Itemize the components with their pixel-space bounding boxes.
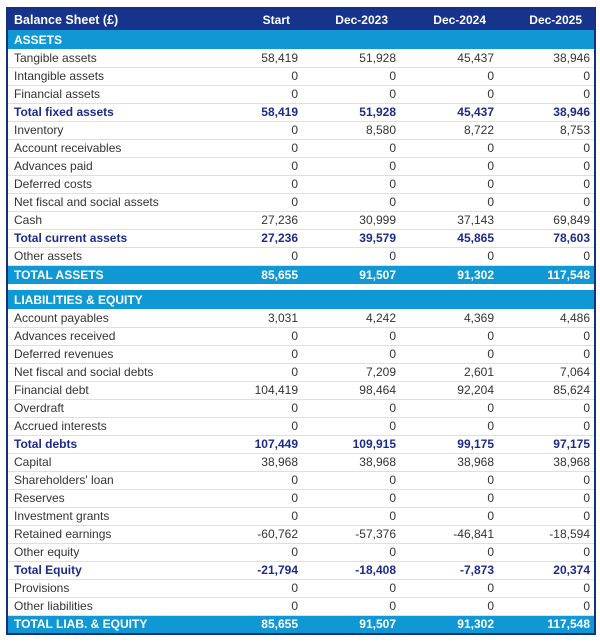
cell-value: 0 (498, 157, 595, 175)
row-label: Accrued interests (7, 417, 204, 435)
cell-value: 0 (498, 417, 595, 435)
row-label: Shareholders' loan (7, 471, 204, 489)
table-row (7, 345, 595, 363)
row-label: Deferred revenues (7, 345, 204, 363)
cell-value: 38,968 (204, 453, 302, 471)
row-label: Reserves (7, 489, 204, 507)
cell-value: 0 (498, 345, 595, 363)
cell-value: 3,031 (204, 309, 302, 327)
cell-value: 27,236 (204, 229, 302, 247)
row-label: Financial assets (7, 85, 204, 103)
cell-value: 4,369 (400, 309, 498, 327)
cell-value: 7,064 (498, 363, 595, 381)
cell-value: 0 (302, 67, 400, 85)
total-value: 91,302 (400, 265, 498, 284)
row-label: Total current assets (7, 229, 204, 247)
row-label: Other assets (7, 247, 204, 265)
cell-value: 107,449 (204, 435, 302, 453)
row-label: Deferred costs (7, 175, 204, 193)
cell-value: 0 (204, 193, 302, 211)
section-total-row (7, 615, 595, 634)
row-label: Provisions (7, 579, 204, 597)
cell-value: 0 (204, 67, 302, 85)
total-value: 91,507 (302, 615, 400, 634)
cell-value: 99,175 (400, 435, 498, 453)
table-row (7, 453, 595, 471)
cell-value: 30,999 (302, 211, 400, 229)
table-row (7, 49, 595, 67)
cell-value: 0 (400, 139, 498, 157)
section-header: LIABILITIES & EQUITY (7, 290, 595, 309)
row-label: Total debts (7, 435, 204, 453)
header-row (7, 8, 595, 30)
cell-value: 0 (302, 597, 400, 615)
row-label: Capital (7, 453, 204, 471)
cell-value: 0 (400, 193, 498, 211)
cell-value: 58,419 (204, 103, 302, 121)
cell-value: 38,968 (400, 453, 498, 471)
cell-value: 92,204 (400, 381, 498, 399)
table-row (7, 507, 595, 525)
cell-value: 98,464 (302, 381, 400, 399)
balance-sheet-table (6, 7, 596, 635)
section-header-row (7, 290, 595, 309)
cell-value: 45,437 (400, 49, 498, 67)
table-row (7, 157, 595, 175)
cell-value: 38,946 (498, 49, 595, 67)
cell-value: 0 (302, 417, 400, 435)
cell-value: 0 (302, 345, 400, 363)
section-total-row (7, 265, 595, 284)
table-row (7, 489, 595, 507)
cell-value: 58,419 (204, 49, 302, 67)
row-label: Investment grants (7, 507, 204, 525)
table-row (7, 597, 595, 615)
cell-value: 69,849 (498, 211, 595, 229)
cell-value: 0 (400, 417, 498, 435)
table-row (7, 435, 595, 453)
cell-value: 38,946 (498, 103, 595, 121)
total-value: 91,507 (302, 265, 400, 284)
table-row (7, 121, 595, 139)
cell-value: -18,594 (498, 525, 595, 543)
cell-value: 0 (400, 345, 498, 363)
cell-value: 0 (204, 85, 302, 103)
cell-value: 0 (400, 327, 498, 345)
row-label: Inventory (7, 121, 204, 139)
cell-value: 0 (400, 579, 498, 597)
column-header: Start (204, 8, 302, 30)
table-row (7, 85, 595, 103)
cell-value: 51,928 (302, 103, 400, 121)
cell-value: 0 (204, 327, 302, 345)
cell-value: 0 (498, 327, 595, 345)
cell-value: 0 (498, 175, 595, 193)
cell-value: 0 (400, 471, 498, 489)
cell-value: -46,841 (400, 525, 498, 543)
cell-value: 0 (498, 67, 595, 85)
cell-value: 0 (498, 543, 595, 561)
cell-value: 0 (302, 579, 400, 597)
cell-value: 0 (302, 399, 400, 417)
total-value: 117,548 (498, 265, 595, 284)
cell-value: 0 (400, 157, 498, 175)
table-body (7, 30, 595, 634)
cell-value: 0 (400, 507, 498, 525)
table-row (7, 103, 595, 121)
table-row (7, 229, 595, 247)
cell-value: 7,209 (302, 363, 400, 381)
row-label: Total Equity (7, 561, 204, 579)
cell-value: 0 (204, 471, 302, 489)
cell-value: 8,753 (498, 121, 595, 139)
row-label: Other equity (7, 543, 204, 561)
table-row (7, 327, 595, 345)
table-row (7, 561, 595, 579)
cell-value: 4,486 (498, 309, 595, 327)
cell-value: 20,374 (498, 561, 595, 579)
cell-value: 0 (400, 175, 498, 193)
table-row (7, 543, 595, 561)
cell-value: 0 (204, 121, 302, 139)
cell-value: 0 (204, 507, 302, 525)
row-label: Overdraft (7, 399, 204, 417)
row-label: Advances paid (7, 157, 204, 175)
cell-value: 0 (302, 157, 400, 175)
table-row (7, 471, 595, 489)
table-row (7, 247, 595, 265)
cell-value: 0 (400, 247, 498, 265)
cell-value: 0 (302, 193, 400, 211)
cell-value: 0 (204, 417, 302, 435)
cell-value: 104,419 (204, 381, 302, 399)
row-label: Intangible assets (7, 67, 204, 85)
section-header-row (7, 30, 595, 49)
cell-value: 0 (498, 139, 595, 157)
row-label: Cash (7, 211, 204, 229)
cell-value: 51,928 (302, 49, 400, 67)
row-label: Total fixed assets (7, 103, 204, 121)
cell-value: -57,376 (302, 525, 400, 543)
cell-value: 45,437 (400, 103, 498, 121)
column-header: Dec-2024 (400, 8, 498, 30)
cell-value: 0 (302, 543, 400, 561)
cell-value: 2,601 (400, 363, 498, 381)
total-value: 91,302 (400, 615, 498, 634)
cell-value: 4,242 (302, 309, 400, 327)
table-row (7, 381, 595, 399)
cell-value: 0 (204, 363, 302, 381)
cell-value: 0 (498, 85, 595, 103)
table-row (7, 309, 595, 327)
cell-value: 0 (204, 157, 302, 175)
cell-value: 0 (498, 597, 595, 615)
table-row (7, 211, 595, 229)
cell-value: 0 (204, 579, 302, 597)
cell-value: 0 (302, 175, 400, 193)
table-row (7, 67, 595, 85)
row-label: Account receivables (7, 139, 204, 157)
cell-value: 0 (400, 67, 498, 85)
column-header: Dec-2023 (302, 8, 400, 30)
cell-value: 39,579 (302, 229, 400, 247)
cell-value: 0 (204, 489, 302, 507)
cell-value: 45,865 (400, 229, 498, 247)
total-label: TOTAL LIAB. & EQUITY (7, 615, 204, 634)
table-row (7, 193, 595, 211)
cell-value: 27,236 (204, 211, 302, 229)
row-label: Other liabilities (7, 597, 204, 615)
cell-value: 37,143 (400, 211, 498, 229)
row-label: Financial debt (7, 381, 204, 399)
cell-value: 0 (204, 247, 302, 265)
cell-value: 0 (302, 507, 400, 525)
cell-value: 0 (204, 399, 302, 417)
cell-value: 0 (302, 327, 400, 345)
cell-value: -7,873 (400, 561, 498, 579)
cell-value: -18,408 (302, 561, 400, 579)
total-label: TOTAL ASSETS (7, 265, 204, 284)
cell-value: -60,762 (204, 525, 302, 543)
cell-value: 85,624 (498, 381, 595, 399)
cell-value: 0 (400, 489, 498, 507)
cell-value: -21,794 (204, 561, 302, 579)
cell-value: 0 (400, 543, 498, 561)
cell-value: 0 (400, 399, 498, 417)
table-row (7, 579, 595, 597)
cell-value: 0 (302, 471, 400, 489)
cell-value: 0 (498, 507, 595, 525)
cell-value: 0 (204, 597, 302, 615)
cell-value: 0 (498, 193, 595, 211)
cell-value: 0 (302, 85, 400, 103)
cell-value: 8,722 (400, 121, 498, 139)
total-value: 85,655 (204, 265, 302, 284)
table-row (7, 175, 595, 193)
column-header: Dec-2025 (498, 8, 595, 30)
row-label: Retained earnings (7, 525, 204, 543)
cell-value: 0 (400, 597, 498, 615)
cell-value: 0 (498, 579, 595, 597)
section-header: ASSETS (7, 30, 595, 49)
row-label: Net fiscal and social assets (7, 193, 204, 211)
row-label: Net fiscal and social debts (7, 363, 204, 381)
cell-value: 0 (498, 489, 595, 507)
table-title: Balance Sheet (£) (7, 8, 204, 30)
table-row (7, 399, 595, 417)
cell-value: 0 (302, 247, 400, 265)
table-row (7, 417, 595, 435)
table-row (7, 525, 595, 543)
row-label: Account payables (7, 309, 204, 327)
cell-value: 0 (498, 399, 595, 417)
cell-value: 0 (498, 471, 595, 489)
cell-value: 0 (498, 247, 595, 265)
table-row (7, 139, 595, 157)
cell-value: 38,968 (302, 453, 400, 471)
cell-value: 109,915 (302, 435, 400, 453)
cell-value: 0 (204, 543, 302, 561)
cell-value: 8,580 (302, 121, 400, 139)
row-label: Tangible assets (7, 49, 204, 67)
total-value: 85,655 (204, 615, 302, 634)
cell-value: 97,175 (498, 435, 595, 453)
cell-value: 0 (302, 489, 400, 507)
table-row (7, 363, 595, 381)
cell-value: 78,603 (498, 229, 595, 247)
cell-value: 0 (204, 345, 302, 363)
cell-value: 0 (400, 85, 498, 103)
cell-value: 0 (204, 139, 302, 157)
cell-value: 0 (302, 139, 400, 157)
row-label: Advances received (7, 327, 204, 345)
cell-value: 38,968 (498, 453, 595, 471)
cell-value: 0 (204, 175, 302, 193)
total-value: 117,548 (498, 615, 595, 634)
